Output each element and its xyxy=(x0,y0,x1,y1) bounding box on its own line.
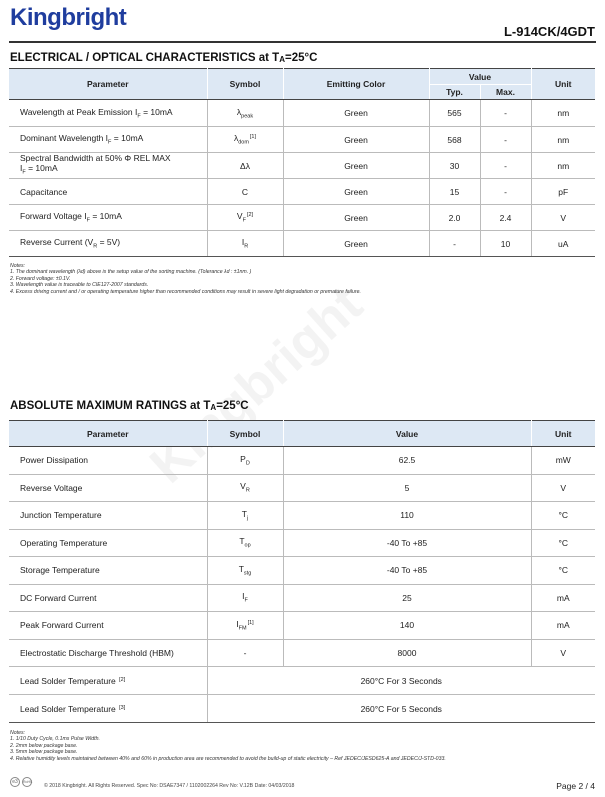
table-row xyxy=(9,179,595,205)
value-cell: -40 To +85 xyxy=(283,557,531,585)
param-cell: Reverse Current $(V_R = 5V)$ xyxy=(9,231,207,257)
unit-cell: uA xyxy=(531,231,595,257)
max-cell: - xyxy=(480,179,531,205)
symbol-cell: $I_F$ xyxy=(207,584,283,612)
amr-section-title: ABSOLUTE MAXIMUM RATINGS at $T_A=25^\circ C$ xyxy=(10,400,249,412)
unit-cell: mW xyxy=(531,447,595,475)
note-line: 2. Forward voltage: ±0.1V. xyxy=(10,275,71,282)
unit-cell: V xyxy=(531,474,595,502)
param-cell: Electrostatic Discharge Threshold (HBM) xyxy=(9,639,207,667)
unit-cell: V xyxy=(531,639,595,667)
e3-mark-icon: e3 xyxy=(10,777,20,787)
param-cell: DC Forward Current xyxy=(9,584,207,612)
table-row xyxy=(9,231,595,257)
max-cell: 2.4 xyxy=(480,205,531,231)
unit-cell: °C xyxy=(531,502,595,530)
eo-header-value: Value xyxy=(429,69,531,85)
symbol-cell: $I_R$ xyxy=(207,231,283,257)
typ-cell: 568 xyxy=(429,127,480,153)
table-row xyxy=(9,612,595,640)
eo-header-unit: Unit xyxy=(531,69,595,100)
value-cell: 8000 xyxy=(283,639,531,667)
param-cell: Capacitance xyxy=(9,179,207,205)
value-cell: 25 xyxy=(283,584,531,612)
amr-header-unit: Unit xyxy=(531,421,595,447)
amr-header-symbol: Symbol xyxy=(207,421,283,447)
value-cell: 140 xyxy=(283,612,531,640)
typ-cell: 2.0 xyxy=(429,205,480,231)
typ-cell: 30 xyxy=(429,153,480,179)
note-line: 4. Relative humidity levels maintained between 40% and 60% in production area are recommended to avoid the build-up of static electricity – Ref JEDEC/JESD625-A and JEDEC/J-STD-033. xyxy=(10,755,446,762)
color-cell: Green xyxy=(283,179,429,205)
table-row xyxy=(9,667,595,695)
table-row xyxy=(9,127,595,153)
param-cell: Reverse Voltage xyxy=(9,474,207,502)
param-cell: Peak Forward Current xyxy=(9,612,207,640)
param-cell: Storage Temperature xyxy=(9,557,207,585)
typ-cell: 565 xyxy=(429,100,480,127)
param-cell: Lead Solder Temperature [2] xyxy=(9,667,207,695)
table-row xyxy=(9,205,595,231)
rohs-mark-icon: RoHS xyxy=(22,777,32,787)
value-cell: 110 xyxy=(283,502,531,530)
footer-copyright: © 2018 Kingbright. All Rights Reserved. Spec No: DSAE7347 / 1102002264 Rev No: V.12B Date: 04/03/2018 xyxy=(44,783,295,789)
unit-cell: °C xyxy=(531,557,595,585)
unit-cell: °C xyxy=(531,529,595,557)
note-line: 3. 5mm below package base. xyxy=(10,749,78,756)
symbol-cell: $T_{stg}$ xyxy=(207,557,283,585)
typ-cell: 15 xyxy=(429,179,480,205)
eo-header-max: Max. xyxy=(480,85,531,100)
color-cell: Green xyxy=(283,205,429,231)
unit-cell: nm xyxy=(531,100,595,127)
table-row xyxy=(9,153,595,179)
value-cell: 5 xyxy=(283,474,531,502)
max-cell: - xyxy=(480,127,531,153)
note-line: Notes: xyxy=(10,263,25,269)
symbol-cell: Δλ xyxy=(207,153,283,179)
unit-cell: nm xyxy=(531,153,595,179)
param-cell: Dominant Wavelength $I_F = 10mA$ xyxy=(9,127,207,153)
footer-icons xyxy=(10,777,32,787)
table-row xyxy=(9,529,595,557)
param-cell: Wavelength at Peak Emission $I_F = 10mA$ xyxy=(9,100,207,127)
value-cell: 62.5 xyxy=(283,447,531,475)
amr-ratings-table xyxy=(9,420,595,723)
eo-section-title: ELECTRICAL / OPTICAL CHARACTERISTICS at $T_A=25^\circ C$ xyxy=(10,52,318,64)
table-row xyxy=(9,639,595,667)
typ-cell: - xyxy=(429,231,480,257)
note-line: 4. Excess driving current and / or operating temperature higher than recommended conditions may result in severe light degradation or premature failure. xyxy=(10,288,361,295)
param-cell: Power Dissipation xyxy=(9,447,207,475)
table-row xyxy=(9,447,595,475)
table-row xyxy=(9,557,595,585)
max-cell: - xyxy=(480,153,531,179)
amr-header-parameter: Parameter xyxy=(9,421,207,447)
note-line: Notes: xyxy=(10,730,25,736)
symbol-cell: $V_F[2]$ xyxy=(207,205,283,231)
symbol-cell: $T_{op}$ xyxy=(207,529,283,557)
param-cell: Lead Solder Temperature [3] xyxy=(9,695,207,723)
header-divider xyxy=(9,41,596,43)
value-cell: 260°C For 3 Seconds xyxy=(207,667,595,695)
max-cell: - xyxy=(480,100,531,127)
part-number: L-914CK/4GDT xyxy=(503,24,595,39)
symbol-cell: $I_{FM}[1]$ xyxy=(207,612,283,640)
note-line: 1. 1/10 Duty Cycle, 0.1ms Pulse Width. xyxy=(10,736,100,743)
table-row xyxy=(9,474,595,502)
eo-header-symbol: Symbol xyxy=(207,69,283,100)
symbol-cell: $V_R$ xyxy=(207,474,283,502)
max-cell: 10 xyxy=(480,231,531,257)
unit-cell: V xyxy=(531,205,595,231)
symbol-cell: $\lambda_{dom}[1]$ xyxy=(207,127,283,153)
param-cell: Forward Voltage $I_F = 10mA$ xyxy=(9,205,207,231)
unit-cell: nm xyxy=(531,127,595,153)
table-row xyxy=(9,584,595,612)
page-number: Page 2 / 4 xyxy=(556,781,595,791)
amr-notes xyxy=(10,730,446,762)
amr-header-value: Value xyxy=(283,421,531,447)
eo-header-color: Emitting Color xyxy=(283,69,429,100)
color-cell: Green xyxy=(283,100,429,127)
unit-cell: mA xyxy=(531,584,595,612)
note-line: 2. 2mm below package base. xyxy=(10,742,78,749)
color-cell: Green xyxy=(283,153,429,179)
symbol-cell: $T_j$ xyxy=(207,502,283,530)
table-row xyxy=(9,695,595,723)
symbol-cell: C xyxy=(207,179,283,205)
eo-header-parameter: Parameter xyxy=(9,69,207,100)
eo-characteristics-table xyxy=(9,68,595,257)
unit-cell: mA xyxy=(531,612,595,640)
color-cell: Green xyxy=(283,127,429,153)
unit-cell: pF xyxy=(531,179,595,205)
param-cell: Operating Temperature xyxy=(9,529,207,557)
value-cell: -40 To +85 xyxy=(283,529,531,557)
table-row xyxy=(9,100,595,127)
table-row xyxy=(9,502,595,530)
eo-header-typ: Typ. xyxy=(429,85,480,100)
symbol-cell: - xyxy=(207,639,283,667)
param-cell: Junction Temperature xyxy=(9,502,207,530)
kingbright-logo: Kingbright xyxy=(10,4,127,31)
color-cell: Green xyxy=(283,231,429,257)
note-line: 3. Wavelength value is traceable to CIE127-2007 standards. xyxy=(10,282,149,289)
note-line: 1. The dominant wavelength (λd) above is the setup value of the sorting machine. (Tolerance λd : ±1nm. ) xyxy=(10,269,252,276)
param-cell: Spectral Bandwidth at 50% Φ REL MAX $I_F = 10mA$ xyxy=(9,153,207,179)
value-cell: 260°C For 5 Seconds xyxy=(207,695,595,723)
eo-notes xyxy=(10,263,361,295)
symbol-cell: $\lambda_{peak}$ xyxy=(207,100,283,127)
symbol-cell: $P_D$ xyxy=(207,447,283,475)
